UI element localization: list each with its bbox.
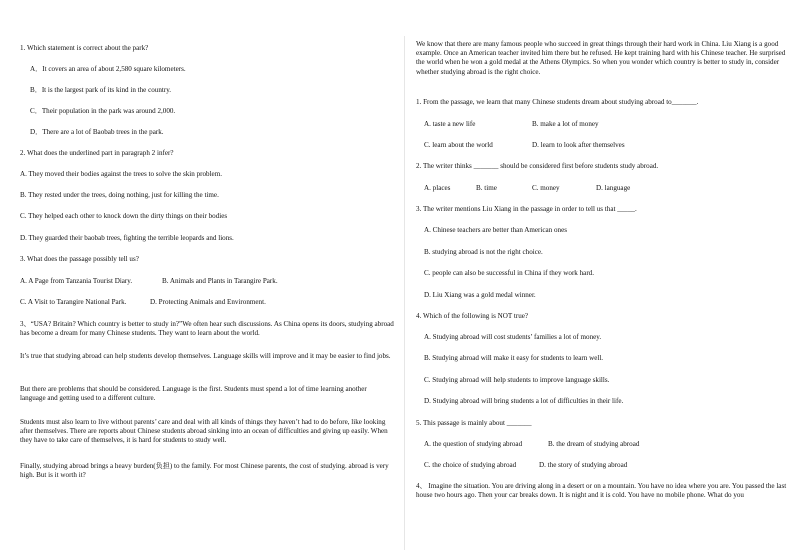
question-r3-option-c: C. people can also be successful in China if they work hard. — [424, 269, 595, 277]
question-2-stem: 2. What does the underlined part in paragraph 2 infer? — [20, 149, 174, 157]
question-2-option-a: A. They moved their bodies against the trees to solve the skin problem. — [20, 170, 222, 178]
question-3-option-a: A. A Page from Tanzania Tourist Diary. — [20, 277, 133, 285]
question-1-option-c: C．Their population in the park was around 2,000. — [30, 107, 176, 115]
question-r3-option-b: B. studying abroad is not the right choice. — [424, 248, 543, 256]
question-r3-stem: 3. The writer mentions Liu Xiang in the passage in order to tell us that _____. — [416, 205, 637, 213]
question-3-stem: 3. What does the passage possibly tell us? — [20, 255, 139, 263]
question-r1-option-c: C. learn about the world — [424, 141, 493, 149]
question-r5-option-b: B. the dream of studying abroad — [548, 440, 640, 448]
question-r4-option-d: D. Studying abroad will bring students a lot of difficulties in their life. — [424, 397, 624, 405]
passage-4: 4、 Imagine the situation. You are driving along in a desert or on a mountain. You have no idea where you are. You passed the last house two hours ago. Then your car breaks down. It is night and it is cold. You have no mobile phone. What do you — [416, 482, 787, 500]
passage-3-paragraph-4: Students must also learn to live without parents’ care and deal with all kinds of things they haven’t had to do before, like looking after themselves. There are reports about Chinese students abroad sinking into an ocean of difficulties and giving up easily. When they have to take care of themselves, it is hard for students to study well. — [20, 418, 388, 445]
question-r3-option-a: A. Chinese teachers are better than American ones — [424, 226, 567, 234]
question-2-option-d: D. They guarded their baobab trees, fighting the terrible leopards and lions. — [20, 234, 234, 242]
column-divider — [404, 36, 405, 550]
question-r2-option-b: B. time — [476, 184, 497, 192]
question-r5-option-d: D. the story of studying abroad — [539, 461, 628, 469]
question-2-option-b: B. They rested under the trees, doing nothing, just for killing the time. — [20, 191, 219, 199]
question-r1-option-a: A. taste a new life — [424, 120, 476, 128]
question-2-option-c: C. They helped each other to knock down the dirty things on their bodies — [20, 212, 228, 220]
passage-intro: We know that there are many famous people who succeed in great things through their hard work in China. Liu Xiang is a good example. Once an American teacher invited him there but he refused. He kept training hard with his Chinese teacher. He surprised the world when he won a gold medal at the Athens Olympics. So when you wonder which country is better to study in, consider whether studying abroad is the right choice. — [416, 40, 786, 76]
question-r4-option-c: C. Studying abroad will help students to improve language skills. — [424, 376, 610, 384]
question-1-option-d: D．There are a lot of Baobab trees in the park. — [30, 128, 164, 136]
question-1-option-b: B．It is the largest park of its kind in the country. — [30, 86, 172, 94]
question-r2-option-d: D. language — [596, 184, 631, 192]
question-r2-option-c: C. money — [532, 184, 560, 192]
question-r4-option-b: B. Studying abroad will make it easy for students to learn well. — [424, 354, 604, 362]
question-3-option-c: C. A Visit to Tarangire National Park. — [20, 298, 127, 306]
question-r5-option-c: C. the choice of studying abroad — [424, 461, 517, 469]
question-3-option-b: B. Animals and Plants in Tarangire Park. — [162, 277, 278, 285]
passage-3-paragraph-2: It’s true that studying abroad can help students develop themselves. Language skills will improve and it may be easier to find jobs. — [20, 352, 391, 360]
passage-3-paragraph-3: But there are problems that should be considered. Language is the first. Students must spend a lot of time learning another language and getting used to a different culture. — [20, 385, 367, 403]
question-r4-stem: 4. Which of the following is NOT true? — [416, 312, 529, 320]
question-r4-option-a: A. Studying abroad will cost students’ families a lot of money. — [424, 333, 602, 341]
question-r1-stem: 1. From the passage, we learn that many Chinese students dream about studying abroad to_______. — [416, 98, 699, 106]
passage-3-paragraph-5: Finally, studying abroad brings a heavy burden(负担) to the family. For most Chinese parents, the cost of studying. abroad is very high. But is it worth it? — [20, 462, 389, 480]
question-1-option-a: A．It covers an area of about 2,580 square kilometers. — [30, 65, 186, 73]
passage-3-paragraph-1: 3、“USA? Britain? Which country is better to study in?”We often hear such discussions. As China opens its doors, studying abroad has become a dream for many Chinese students. They want to learn about the world. — [20, 320, 394, 338]
question-r2-stem: 2. The writer thinks _______ should be considered first before students study abroad. — [416, 162, 659, 170]
question-r1-option-d: D. learn to look after themselves — [532, 141, 625, 149]
question-r2-option-a: A. places — [424, 184, 451, 192]
question-3-option-d: D. Protecting Animals and Environment. — [150, 298, 266, 306]
question-r3-option-d: D. Liu Xiang was a gold medal winner. — [424, 291, 536, 299]
question-r5-option-a: A. the question of studying abroad — [424, 440, 523, 448]
question-1-stem: 1. Which statement is correct about the park? — [20, 44, 149, 52]
question-r5-stem: 5. This passage is mainly about _______ — [416, 419, 532, 427]
right-column — [410, 0, 800, 553]
question-r1-option-b: B. make a lot of money — [532, 120, 599, 128]
